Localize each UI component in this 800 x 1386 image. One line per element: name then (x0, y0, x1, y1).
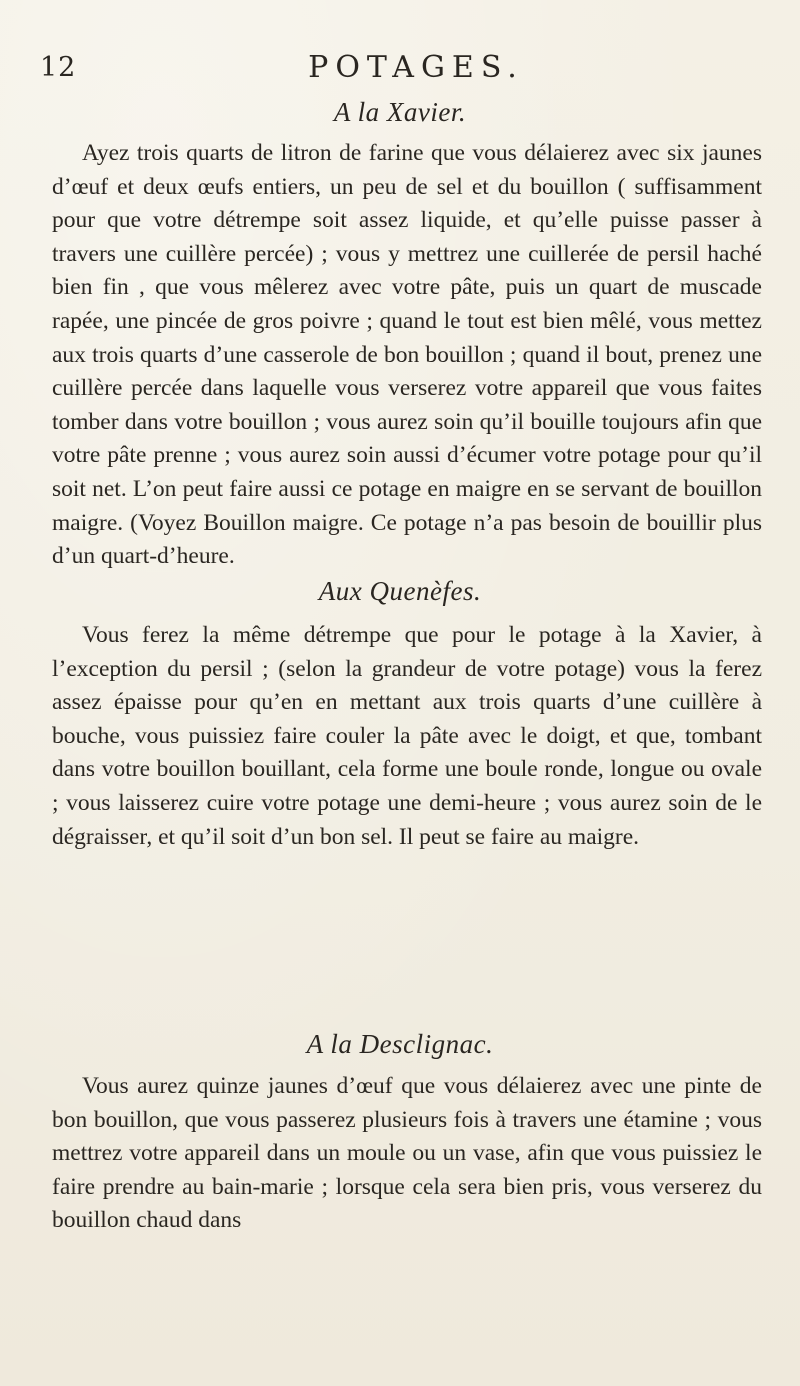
running-title: POTAGES. (308, 50, 524, 85)
paragraph: Vous ferez la même détrempe que pour le potage à la Xavier, à l’exception du persil ; (selon la grandeur de votre potage) vous la ferez assez épaisse pour qu’en en mettant aux trois quarts d’une cuillère à bouche, vous puissiez faire couler la pâte avec le doigt, et que, tombant dans votre bouillon bouillant, cela forme une boule ronde, longue ou ovale ; vous laisserez cuire votre potage une demi-heure ; vous aurez soin de le dégraisser, et qu’il soit d’un bon sel. Il peut se faire au maigre. (52, 622, 762, 850)
section-body-quenefes (52, 619, 762, 854)
paragraph: Vous aurez quinze jaunes d’œuf que vous délaierez avec une pinte de bon bouillon, que vous passerez plusieurs fois à travers une étamine ; vous mettrez votre appareil dans un moule ou un vase, afin que vous puissiez le faire prendre au bain-marie ; lorsque cela sera bien pris, vous verserez du bouillon chaud dans (52, 1073, 762, 1234)
section-title-xavier: A la Xavier. (333, 97, 467, 127)
paragraph: Ayez trois quarts de litron de farine que vous délaierez avec six jaunes d’œuf et deux œufs entiers, un peu de sel et du bouillon ( suffisamment pour que votre détrempe soit assez liquide, et qu’elle puisse passer à travers une cuillère percée) ; vous y mettrez une cuillerée de persil haché bien fin , que vous mêlerez avec votre pâte, puis un quart de muscade rapée, une pincée de gros poivre ; quand le tout est bien mêlé, vous mettez aux trois quarts d’une casserole de bon bouillon ; quand il bout, prenez une cuillère percée dans laquelle vous verserez votre appareil que vous faites tomber dans votre bouillon ; vous aurez soin qu’il bouille toujours afin que votre pâte prenne ; vous aurez soin aussi d’écumer votre potage pour qu’il soit net. L’on peut faire aussi ce potage en maigre en se servant de bouillon maigre. (Voyez Bouillon maigre. Ce potage n’a pas besoin de bouillir plus d’un quart-d’heure. (52, 140, 762, 570)
page-header (40, 52, 752, 92)
section-body-xavier (52, 137, 762, 574)
section-title-desclignac: A la Desclignac. (306, 1029, 494, 1059)
page-number: 12 (40, 52, 77, 83)
section-title-quenefes: Aux Quenèfes. (318, 576, 482, 606)
section-body-desclignac (52, 1070, 762, 1238)
